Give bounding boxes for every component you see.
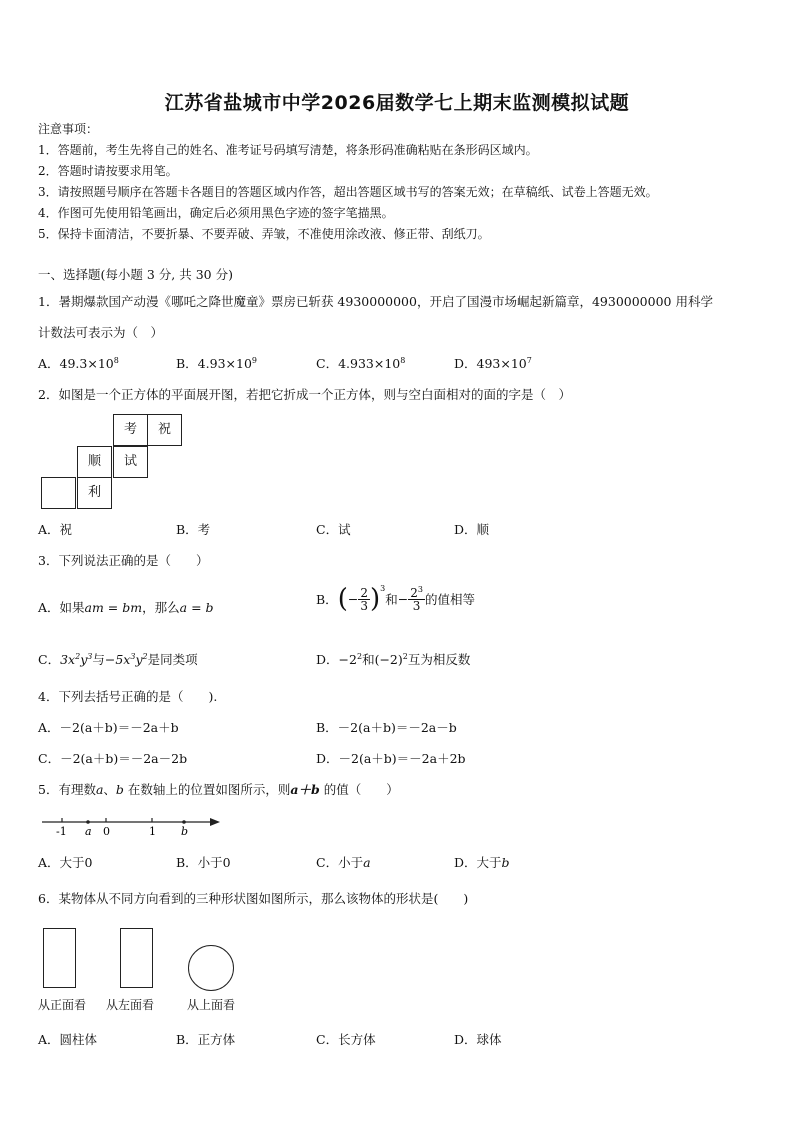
q1-stem-line1: 1．暑期爆款国产动漫《哪吒之降世魔童》票房已斩获 4930000000，开启了国漫市场崛起新篇章，4930000000 用科学 xyxy=(38,294,713,309)
tick-label-0: 0 xyxy=(103,825,110,838)
q3-option-c: C．$3x^2y^3$与$-5x^3y^2$是同类项 xyxy=(38,651,198,667)
q1-stem-line2: 计数法可表示为（ ） xyxy=(38,325,164,340)
notice-item-1: 1．答题前，考生先将自己的姓名、准考证号码填写清楚，将条形码准确粘贴在条形码区域内。 xyxy=(38,143,538,157)
q3-option-d: D．$-2^2$和$(-2)^2$互为相反数 xyxy=(316,651,471,667)
notice-heading: 注意事项： xyxy=(38,122,99,136)
q6-stem: 6．某物体从不同方向看到的三种形状图如图所示，那么该物体的形状是( ) xyxy=(38,891,469,906)
q6-option-c: C．长方体 xyxy=(316,1032,376,1047)
net-cell-shun: 顺 xyxy=(77,446,112,478)
number-line-figure xyxy=(38,812,228,838)
q5-stem: 5．有理数a、b 在数轴上的位置如图所示，则a＋b 的值（ ） xyxy=(38,782,399,797)
q5-option-c: C．小于a xyxy=(316,855,371,870)
q2-option-c: C．试 xyxy=(316,522,351,537)
net-cell-li: 利 xyxy=(77,477,112,509)
q6-option-d: D．球体 xyxy=(454,1032,502,1047)
q2-option-d: D．顺 xyxy=(454,522,490,537)
q3-option-a: A．如果am = bm，那么a = b xyxy=(38,600,214,615)
tick-label-minus1: -1 xyxy=(56,825,67,838)
tick-label-a: a xyxy=(85,825,92,838)
notice-item-4: 4．作图可先使用铅笔画出，确定后必须用黑色字迹的签字笔描黑。 xyxy=(38,206,394,220)
left-view-label: 从左面看 xyxy=(106,998,155,1012)
q4-option-d: D．－2(a＋b)＝－2a＋2b xyxy=(316,751,466,766)
tick-label-1: 1 xyxy=(149,825,156,838)
net-cell-kao: 考 xyxy=(113,414,148,446)
tick-label-b: b xyxy=(181,825,189,838)
net-cell-blank xyxy=(41,477,76,509)
q4-option-b: B．－2(a＋b)＝－2a－b xyxy=(316,720,457,735)
notice-item-3: 3．请按照题号顺序在答题卡各题目的答题区域内作答，超出答题区域书写的答案无效；在草稿纸、试卷上答题无效。 xyxy=(38,185,658,199)
q5-option-d: D．大于b xyxy=(454,855,510,870)
q2-option-a: A．祝 xyxy=(38,522,73,537)
q5-option-a: A．大于0 xyxy=(38,855,93,870)
net-cell-shi: 试 xyxy=(113,446,148,478)
point-b-dot xyxy=(182,820,186,824)
q1-option-d: D．$493\times 10^7$ xyxy=(454,355,532,371)
page-title: 江苏省盐城市中学2026届数学七上期末监测模拟试题 xyxy=(164,92,630,114)
number-line-arrow xyxy=(210,818,220,826)
section-heading: 一、选择题(每小题 3 分, 共 30 分) xyxy=(38,267,233,282)
q3-stem: 3．下列说法正确的是（ ） xyxy=(38,553,209,568)
q3-option-b: B．(− $\frac{2}{3}$ )$^3$和− $\frac{2^3}{3}$ 的值相等 xyxy=(316,584,475,614)
q6-option-b: B．正方体 xyxy=(176,1032,236,1047)
q2-option-b: B．考 xyxy=(176,522,211,537)
point-a-dot xyxy=(86,820,90,824)
q1-option-a: A．$49.3\times 10^8$ xyxy=(38,355,119,371)
q4-option-c: C．－2(a＋b)＝－2a－2b xyxy=(38,751,188,766)
top-view-circle xyxy=(188,945,234,991)
q1-option-b: B．$4.93\times 10^9$ xyxy=(176,355,257,371)
left-view-rectangle xyxy=(120,928,153,988)
q4-stem: 4．下列去括号正确的是（ ). xyxy=(38,689,218,704)
q5-option-b: B．小于0 xyxy=(176,855,231,870)
front-view-rectangle xyxy=(43,928,76,988)
net-cell-zhu: 祝 xyxy=(147,414,182,446)
q4-option-a: A．－2(a＋b)＝－2a＋b xyxy=(38,720,179,735)
notice-item-5: 5．保持卡面清洁，不要折暴、不要弄破、弄皱，不准使用涂改液、修正带、刮纸刀。 xyxy=(38,227,490,241)
q6-option-a: A．圆柱体 xyxy=(38,1032,98,1047)
notice-item-2: 2．答题时请按要求用笔。 xyxy=(38,164,178,178)
q1-option-c: C．$4.933\times 10^8$ xyxy=(316,355,406,371)
front-view-label: 从正面看 xyxy=(38,998,87,1012)
top-view-label: 从上面看 xyxy=(187,998,236,1012)
q2-stem: 2．如图是一个正方体的平面展开图，若把它折成一个正方体，则与空白面相对的面的字是（ ） xyxy=(38,387,571,402)
